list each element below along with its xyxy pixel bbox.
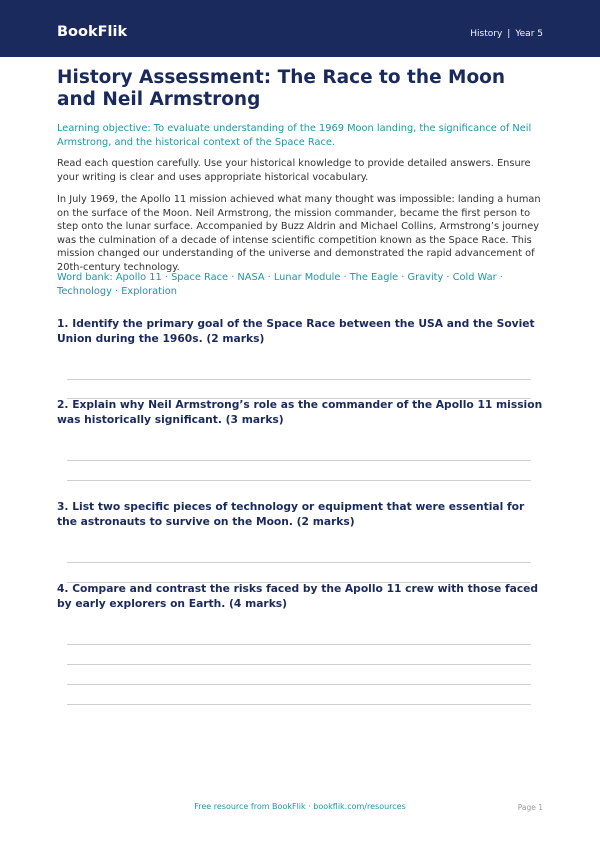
answer-line[interactable] <box>67 562 531 563</box>
year-label: Year 5 <box>515 29 543 39</box>
answer-line[interactable] <box>67 704 531 705</box>
answer-line[interactable] <box>67 664 531 665</box>
learning-objective: Learning objective: To evaluate understanding of the 1969 Moon landing, the significance of Neil Armstrong, and the historical context of the Space Race. <box>57 123 532 148</box>
page-title: History Assessment: The Race to the Moon and Neil Armstrong <box>57 67 506 110</box>
header-meta <box>470 28 543 40</box>
answer-line[interactable] <box>67 644 531 645</box>
brand-logo: BookFlik <box>57 24 128 40</box>
answer-line[interactable] <box>67 460 531 461</box>
question-2: 2. Explain why Neil Armstrong’s role as the commander of the Apollo 11 mission was historically significant. (3 marks) <box>57 398 543 426</box>
answer-line[interactable] <box>67 684 531 685</box>
subject-label: History <box>470 29 503 39</box>
footer-resource-link[interactable]: Free resource from BookFlik · bookflik.com/resources <box>194 802 406 811</box>
question-3: 3. List two specific pieces of technology or equipment that were essential for the astronauts to survive on the Moon. (2 marks) <box>57 500 525 528</box>
word-bank: Word bank: Apollo 11 · Space Race · NASA · Lunar Module · The Eagle · Gravity · Cold War · Technology · Exploration <box>57 272 503 297</box>
answer-line[interactable] <box>67 480 531 481</box>
instructions-text: Read each question carefully. Use your historical knowledge to provide detailed answers. Ensure your writing is clear and uses appropriate historical vocabulary. <box>57 158 531 183</box>
answer-line[interactable] <box>67 379 531 380</box>
question-4: 4. Compare and contrast the risks faced by the Apollo 11 crew with those faced by early explorers on Earth. (4 marks) <box>57 582 539 610</box>
question-1: 1. Identify the primary goal of the Space Race between the USA and the Soviet Union during the 1960s. (2 marks) <box>57 317 535 345</box>
header-bar <box>0 0 600 57</box>
page-number: Page 1 <box>517 803 543 812</box>
header-separator: | <box>507 29 511 39</box>
passage-text: In July 1969, the Apollo 11 mission achieved what many thought was impossible: landing a human on the surface of the Moon. Neil Armstrong, the mission commander, became the first person to step onto the lunar surface. Accompanied by Buzz Aldrin and Michael Collins, Armstrong’s journey was the culmination of a decade of intense scientific competition known as the Space Race. This mission changed our understanding of the universe and demonstrated the rapid advancement of 20th-century technology. <box>57 194 541 273</box>
